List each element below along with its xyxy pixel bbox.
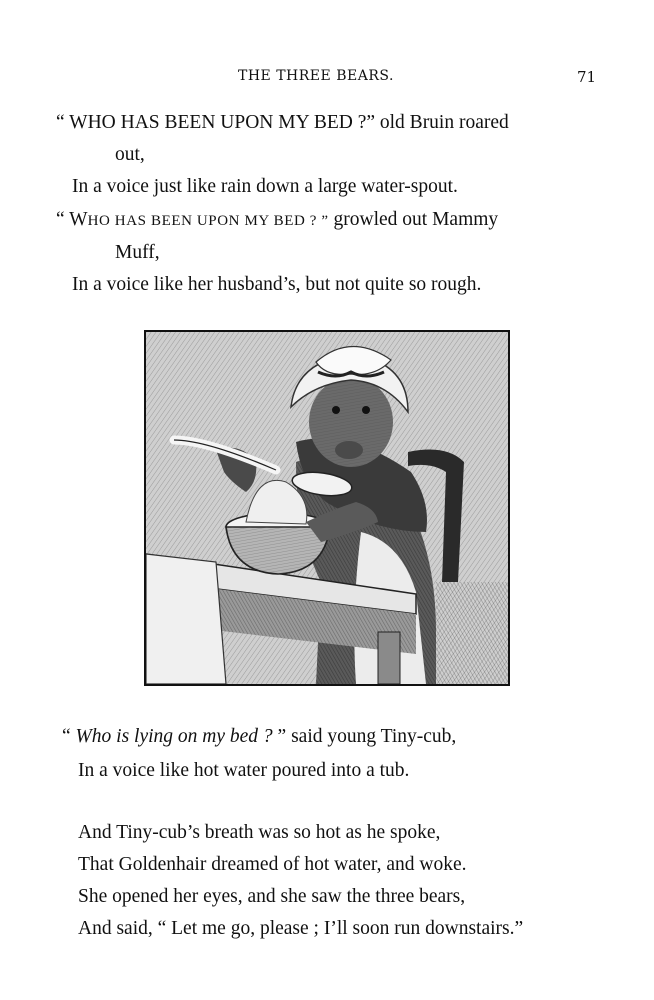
verse-text: ” said young Tiny-cub, — [272, 726, 457, 747]
verse-line — [56, 112, 509, 134]
verse-line: In a voice just like rain down a large water-spout. — [72, 176, 458, 197]
verse-text: growled out Mammy — [328, 209, 499, 230]
verse-line: And said, “ Let me go, please ; I’ll soon run downstairs.” — [78, 918, 524, 939]
bear-illustration — [144, 330, 510, 686]
verse-line: She opened her eyes, and she saw the three bears, — [78, 886, 466, 907]
verse-line — [62, 726, 456, 748]
italic-quote-text: Who is lying on my bed ? — [75, 726, 273, 747]
verse-text: “ WHO HAS BEEN UPON MY BED ?” old Bruin roared — [56, 112, 509, 133]
verse-line: In a voice like her husband’s, but not quite so rough. — [72, 274, 482, 295]
verse-line: In a voice like hot water poured into a tub. — [78, 760, 410, 781]
page-number: 71 — [577, 68, 597, 86]
running-title: THE THREE BEARS. — [238, 68, 394, 84]
verse-line: And Tiny-cub’s breath was so hot as he spoke, — [78, 822, 441, 843]
open-quote-initial: “ W — [56, 209, 88, 230]
mammy-bear-eating-porridge-icon — [146, 332, 508, 684]
verse-line-continuation: out, — [115, 144, 145, 165]
verse-line — [56, 209, 498, 231]
small-caps-text: HO HAS BEEN UPON MY BED ? ” — [87, 213, 329, 229]
verse-line: That Goldenhair dreamed of hot water, and woke. — [78, 854, 467, 875]
open-quote: “ — [62, 726, 76, 747]
verse-line-continuation: Muff, — [115, 242, 160, 263]
